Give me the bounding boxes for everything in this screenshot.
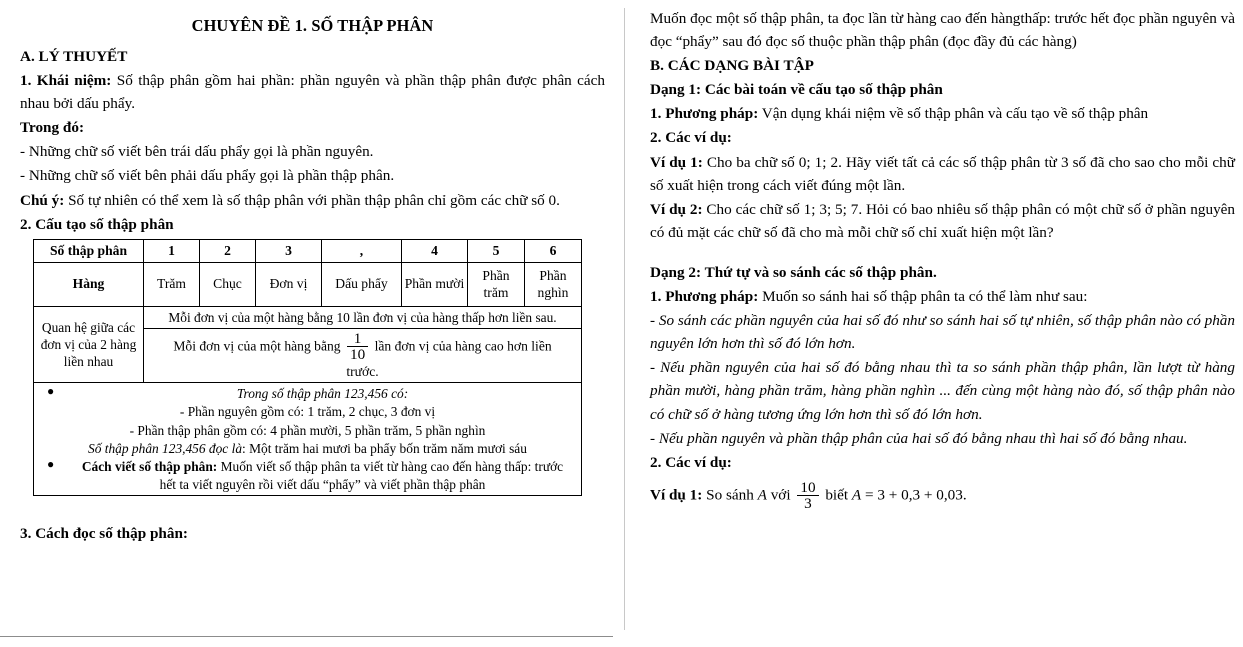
cell-digit-6: 6	[525, 239, 582, 262]
left-column	[20, 0, 605, 546]
dang-1-heading: Dạng 1: Các bài toán về cấu tạo số thập phân	[650, 81, 943, 99]
cell-digit-3: 3	[256, 239, 322, 262]
bullet-dot-icon-2: ●	[47, 456, 55, 471]
cell-hang-label: Hàng	[34, 262, 144, 306]
chu-y-text: Số tự nhiên có thể xem là số thập phân với phần thập phân chỉ gồm các chữ số 0.	[64, 191, 560, 209]
relation-text-c: trước.	[346, 363, 379, 379]
cell-hang-don-vi: Đơn vị	[256, 262, 322, 306]
vi-du-1-label: Ví dụ 1:	[650, 153, 703, 171]
note-bullet-2-text: Muốn viết số thập phân ta viết từ hàng cao đến hàng thấp: trước	[217, 458, 564, 474]
cell-digit-4: 4	[402, 239, 468, 262]
fraction-numerator: 1	[353, 329, 362, 347]
dang-2-vi-du-heading: 2. Các ví dụ:	[650, 453, 732, 471]
right-column	[650, 0, 1235, 513]
chu-y-label: Chú ý:	[20, 191, 65, 209]
dang-2-vi-du-1-part2: với	[766, 486, 795, 504]
cell-hang-phan-muoi: Phần mười	[402, 262, 468, 306]
spacer-after-table	[20, 496, 605, 522]
cell-hang-phan-tram: Phần trăm	[468, 262, 525, 306]
vi-du-2-label: Ví dụ 2:	[650, 200, 703, 218]
cell-digit-2: 2	[200, 239, 256, 262]
fraction-denominator: 10	[347, 346, 368, 363]
dang-2-rule-2: - Nếu phần nguyên của hai số đó bằng nhau thì ta so sánh phần thập phân, lần lượt từ hàng phần mười, hàng phần trăm, hàng phần nghìn ... đến cùng một hàng nào đó, số thập phân nào có chữ số ở hàng tương ứng lớn hơn thì số đó lớn hơn.	[650, 359, 1235, 423]
table-row-notes	[34, 383, 582, 496]
chu-y-paragraph	[20, 189, 605, 212]
trong-do-heading: Trong đó:	[20, 119, 84, 137]
fraction-one-tenth	[347, 331, 368, 363]
dang-2-rule-1: - So sánh các phần nguyên của hai số đó như so sánh hai số tự nhiên, số thập phân nào có phần nguyên lớn hơn thì số đó lớn hơn.	[650, 312, 1235, 353]
note-line-1: - Phần nguyên gồm có: 1 trăm, 2 chục, 3 đơn vị	[179, 404, 436, 420]
section-b-heading: B. CÁC DẠNG BÀI TẬP	[650, 57, 814, 75]
fraction-ten-thirds	[797, 480, 818, 512]
cell-hang-phan-nghin: Phần nghìn	[525, 262, 582, 306]
dang-2-pp-text: Muốn so sánh hai số thập phân ta có thể làm như sau:	[758, 288, 1088, 306]
dang-2-vi-du-1-part3: biết	[821, 486, 852, 504]
cell-digit-5: 5	[468, 239, 525, 262]
dang-2-phuong-phap	[650, 285, 1235, 308]
dang-2-vi-du-1	[650, 480, 1235, 512]
dang-1-pp-text: Vận dụng khái niệm về số thập phân và cấu tạo về số thập phân	[758, 105, 1149, 123]
section-a-heading: A. LÝ THUYẾT	[20, 47, 128, 65]
cell-quan-he-label: Quan hệ giữa các đơn vị của 2 hàng liền nhau	[34, 306, 144, 383]
dang-2-heading: Dạng 2: Thứ tự và so sánh các số thập phân.	[650, 263, 937, 281]
relation-text-b: lần đơn vị của hàng cao hơn liền	[374, 338, 552, 354]
dang-2-vi-du-1-label: Ví dụ 1:	[650, 486, 703, 504]
khai-niem-paragraph	[20, 69, 605, 115]
variable-a-2: A	[851, 486, 862, 504]
equation-rest: = 3 + 0,3 + 0,03	[861, 486, 963, 504]
vi-du-1-text: Cho ba chữ số 0; 1; 2. Hãy viết tất cả các số thập phân từ 3 số đã cho sao cho mỗi chữ số xuất hiện trong cách viết đúng một lần.	[650, 153, 1235, 194]
fraction-denominator-3: 3	[797, 495, 818, 512]
equation-period: .	[962, 486, 967, 504]
cell-hang-chuc: Chục	[200, 262, 256, 306]
footnote-separator-line	[0, 636, 613, 637]
bullet-phan-nguyen: - Những chữ số viết bên trái dấu phẩy gọi là phần nguyên.	[20, 143, 374, 161]
cell-hang-dau-phay: Dấu phẩy	[322, 262, 402, 306]
note-bullet-2-label: Cách viết số thập phân:	[81, 458, 218, 474]
spacer-before-dang-2	[650, 245, 1235, 261]
khai-niem-label: 1. Khái niệm:	[20, 72, 112, 90]
note-line-3-italic: Số thập phân 123,456 đọc là	[88, 440, 243, 456]
intro-paragraph: Muốn đọc một số thập phân, ta đọc lần từ hàng cao đến hàngthấp: trước hết đọc phần nguyên và đọc “phẩy” sau đó đọc số thuộc phần thập phân (đọc đầy đủ các hàng)	[650, 10, 1235, 51]
page-title: CHUYÊN ĐỀ 1. SỐ THẬP PHÂN	[191, 16, 434, 35]
table-row-hang	[34, 262, 582, 306]
dang-2-pp-label: 1. Phương pháp:	[650, 288, 759, 306]
khai-niem-text: Số thập phân gồm hai phần: phần nguyên và phần thập phân được phân cách nhau bởi dấu phẩy.	[20, 72, 605, 113]
note-bullet-1	[36, 385, 579, 402]
cau-tao-heading: 2. Cấu tạo số thập phân	[20, 215, 174, 233]
cell-so-thap-phan-label: Số thập phân	[34, 239, 144, 262]
note-line-3	[36, 440, 579, 457]
note-line-3-rest: : Một trăm hai mươi ba phẩy bốn trăm năm mươi sáu	[242, 440, 527, 456]
dang-1-pp-label: 1. Phương pháp:	[650, 105, 759, 123]
cell-comma: ,	[322, 239, 402, 262]
cell-notes	[34, 383, 582, 496]
note-bullet-1-text: Trong số thập phân 123,456 có:	[236, 386, 409, 402]
note-line-2: - Phần thập phân gồm có: 4 phần mười, 5 phần trăm, 5 phần nghìn	[129, 422, 486, 438]
cell-relation-line-1: Mỗi đơn vị của một hàng bằng 10 lần đơn vị của hàng thấp hơn liền sau.	[144, 306, 582, 328]
note-bullet-2	[36, 458, 579, 475]
cell-digit-1: 1	[144, 239, 200, 262]
vi-du-2-text: Cho các chữ số 1; 3; 5; 7. Hỏi có bao nhiêu số thập phân có một chữ số ở phần nguyên có đủ mặt các chữ số đã cho mà mỗi chữ số chỉ xuất hiện một lần?	[650, 200, 1235, 241]
cau-tao-table	[33, 239, 582, 496]
dang-2-rule-3: - Nếu phần nguyên và phần thập phân của hai số đó bằng nhau thì hai số đó bằng nhau.	[650, 429, 1188, 447]
bullet-phan-thap-phan: - Những chữ số viết bên phải dấu phẩy gọi là phần thập phân.	[20, 167, 395, 185]
note-bullet-2-continuation: hết ta viết nguyên rồi viết dấu “phẩy” và viết phần thập phân	[159, 477, 486, 493]
table-row-relation-top	[34, 306, 582, 328]
table-row-header	[34, 239, 582, 262]
dang-1-vi-du-heading: 2. Các ví dụ:	[650, 129, 732, 147]
column-divider	[624, 8, 625, 630]
dang-2-vi-du-1-part1: So sánh	[702, 486, 758, 504]
cell-hang-tram: Trăm	[144, 262, 200, 306]
bullet-dot-icon: ●	[47, 384, 55, 399]
relation-text-a: Mỗi đơn vị của một hàng bằng	[173, 338, 341, 354]
fraction-numerator-10: 10	[800, 478, 816, 496]
dang-1-vi-du-1	[650, 151, 1235, 197]
dang-1-phuong-phap	[650, 102, 1235, 125]
dang-1-vi-du-2	[650, 198, 1235, 244]
cach-doc-heading: 3. Cách đọc số thập phân:	[20, 525, 188, 543]
variable-a-1: A	[757, 486, 767, 504]
cell-relation-line-2	[144, 328, 582, 382]
right-top-spacer	[650, 0, 1235, 7]
